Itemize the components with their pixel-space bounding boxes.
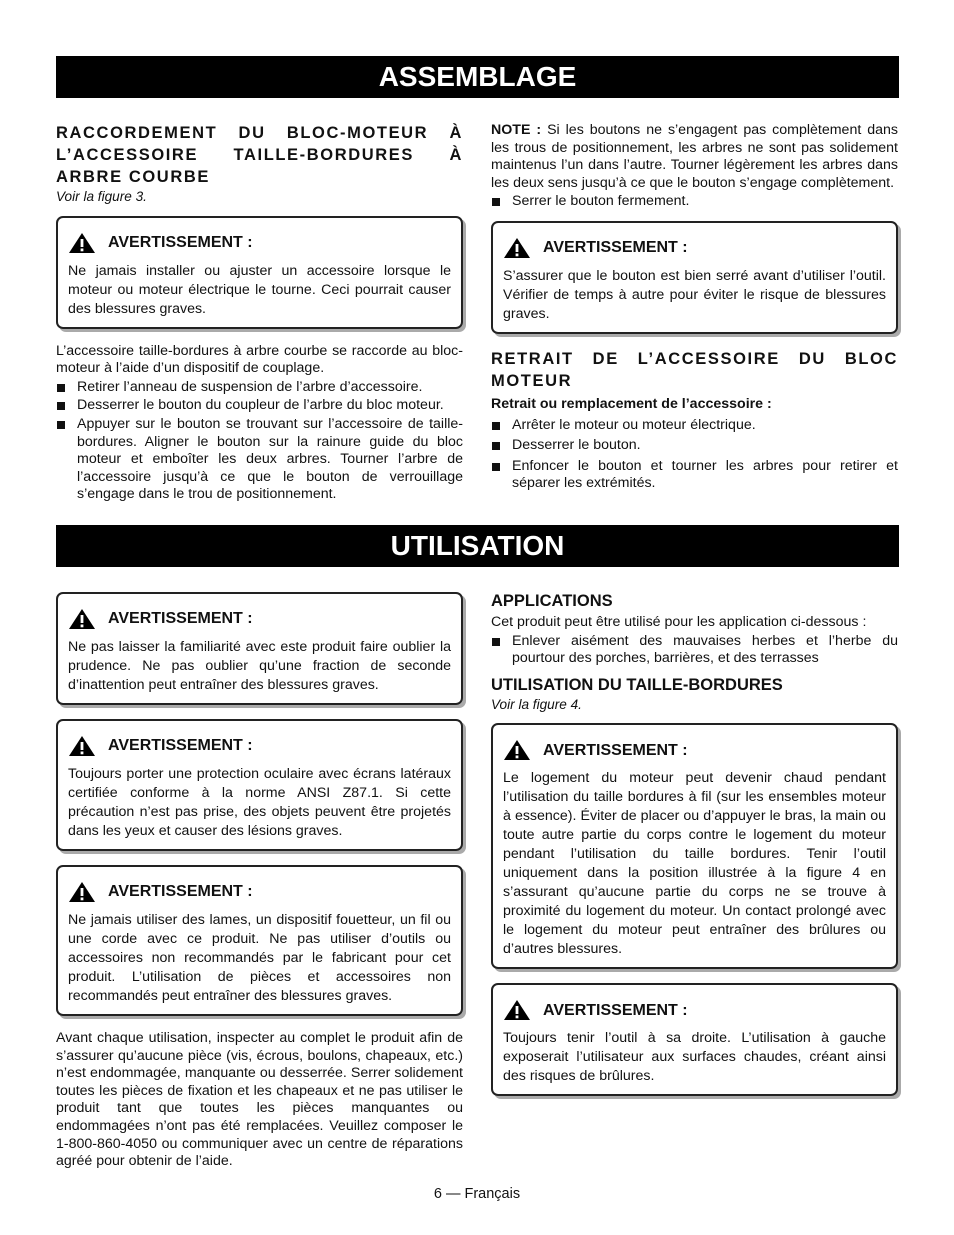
warning-title: AVERTISSEMENT : <box>108 233 253 251</box>
assemblage-left-column <box>56 122 463 505</box>
page-footer: 6 — Français <box>433 1186 521 1202</box>
warning-box <box>56 216 463 329</box>
coupling-heading: RACCORDEMENT DU BLOC-MOTEUR À L’ACCESSOIRE TAILLE-BORDURES À ARBRE COURBE <box>56 124 463 186</box>
bullet-icon <box>492 422 500 430</box>
warning-triangle-icon <box>68 735 96 757</box>
warning-triangle-icon <box>68 232 96 254</box>
applications-intro: Cet produit peut être utilisé pour les application ci-dessous : <box>491 614 867 630</box>
list-item: Desserrer le bouton du coupleur de l’arbre du bloc moteur. <box>56 397 463 415</box>
warning-title: AVERTISSEMENT : <box>108 737 253 755</box>
removal-steps <box>491 417 898 493</box>
inspection-paragraph: Avant chaque utilisation, inspecter au complet le produit afin de s’assurer qu’aucune pièce (vis, écrous, boulons, chapeaux, etc.) n’est endommagée, manquante ou desserrée. Serrer solidement toutes les pièces de fixation et les chapeaux et ne pas utiliser le produit tant que toutes les pièces manquantes ou endommagées n’ont pas été remplacées. Veuillez composer le 1-800-860-4050 ou communiquer avec un centre de réparations agréé pour obtenir de l’aide. <box>56 1030 463 1170</box>
list-item: Appuyer sur le bouton se trouvant sur l’accessoire de taille-bordures. Aligner le bouton sur la rainure guide du bloc moteur et emboîter les deux arbres. Tourner l’arbre de l’accessoire jusqu’à ce que le bouton de verrouillage s’engage dans le trou de positionnement. <box>56 416 463 504</box>
warning-text: Toujours tenir l’outil à sa droite. L’utilisation à gauche exposerait l’utilisateur aux surfaces chaudes, créant ainsi des risques de brûlures. <box>503 1030 886 1085</box>
warning-title: AVERTISSEMENT : <box>543 1001 688 1019</box>
warning-text: Ne pas laisser la familiarité avec este produit faire oublier la prudence. Ne pas oublier qu’une fraction de seconde d’inattention peut entraîner des blessures graves. <box>68 639 451 693</box>
bullet-icon <box>57 402 65 410</box>
warning-box <box>491 221 898 334</box>
warning-box <box>491 983 898 1096</box>
bullet-icon <box>492 638 500 646</box>
removal-heading: RETRAIT DE L’ACCESSOIRE DU BLOC MOTEUR <box>491 349 898 390</box>
warning-text: S’assurer que le bouton est bien serré avant d’utiliser l’outil. Vérifier de temps à autre pour éviter le risque de blessures graves. <box>503 267 886 322</box>
utilisation-left-column <box>56 592 463 1171</box>
list-item: Desserrer le bouton. <box>491 437 898 455</box>
warning-title: AVERTISSEMENT : <box>108 610 253 628</box>
assemblage-right-column <box>491 122 898 496</box>
warning-triangle-icon <box>503 999 531 1021</box>
usage-heading: UTILISATION DU TAILLE-BORDURES <box>491 675 783 694</box>
warning-title: AVERTISSEMENT : <box>543 741 688 759</box>
list-item: Serrer le bouton fermement. <box>491 193 898 211</box>
warning-box <box>491 723 898 969</box>
list-item: Enfoncer le bouton et tourner les arbres pour retirer et séparer les extrémités. <box>491 458 898 493</box>
warning-box <box>56 592 463 705</box>
warning-triangle-icon <box>68 608 96 630</box>
warning-box <box>56 719 463 851</box>
utilisation-right-column <box>491 590 898 1110</box>
warning-text: Ne jamais utiliser des lames, un dispositif fouetteur, un fil ou une corde avec ce produit. Ne pas utiliser d’outils ou accessoires non recommandés par le fabricant pour cet produit. L’utilisation de pièces et accessoires non recommandés peut entraîner des blessures graves. <box>68 912 451 1004</box>
bullet-icon <box>57 384 65 392</box>
bullet-icon <box>492 198 500 206</box>
list-item: Retirer l’anneau de suspension de l’arbre d’accessoire. <box>56 379 463 397</box>
note-paragraph: NOTE : Si les boutons ne s’engagent pas complètement dans les trous de positionnement, les arbres ne sont pas solidement maintenus l’un dans l’autre. Tourner légèrement les arbres dans les deux sens jusqu’à ce que le bouton s’engage complètement. <box>491 122 898 191</box>
warning-box <box>56 865 463 1016</box>
coupling-steps <box>56 379 463 504</box>
warning-text: Toujours porter une protection oculaire avec écrans latéraux certifiée conforme à la norme ANSI Z87.1. Si cette précaution n’est pas prise, des objets peuvent être projetés dans les yeux et causer des lésions graves. <box>68 766 451 839</box>
bullet-icon <box>492 442 500 450</box>
assemblage-banner: ASSEMBLAGE <box>56 56 899 98</box>
list-item: Arrêter le moteur ou moteur électrique. <box>491 417 898 435</box>
warning-title: AVERTISSEMENT : <box>543 239 688 257</box>
warning-triangle-icon <box>503 237 531 259</box>
see-figure-3: Voir la figure 3. <box>56 189 147 204</box>
warning-title: AVERTISSEMENT : <box>108 883 253 901</box>
warning-text: Le logement du moteur peut devenir chaud pendant l’utilisation du taille bordures à fil (sur les ensembles moteur à essence). Éviter de placer ou d’appuyer le bras, la main ou toute autre partie du corps contre le logement du moteur pendant l’utilisation du taille bordures. Tenir l’outil uniquement dans la position illustrée à la figure 4 en s’assurant qu’aucune partie du corps ne se trouve à proximité du logement du moteur. Un contact prolongé avec le logement du moteur peut entraîner des brûlures ou d’autres blessures. <box>503 770 886 958</box>
coupling-intro: L’accessoire taille-bordures à arbre courbe se raccorde au bloc-moteur à l’aide d’un dispositif de couplage. <box>56 342 463 377</box>
bullet-icon <box>57 421 65 429</box>
utilisation-banner: UTILISATION <box>56 525 899 567</box>
bullet-icon <box>492 463 500 471</box>
warning-triangle-icon <box>503 739 531 761</box>
applications-heading: APPLICATIONS <box>491 592 613 610</box>
warning-text: Ne jamais installer ou ajuster un accessoire lorsque le moteur ou moteur électrique le tourne. Ceci pourrait causer des blessures graves. <box>68 262 451 317</box>
warning-triangle-icon <box>68 881 96 903</box>
removal-subheading: Retrait ou remplacement de l’accessoire : <box>491 395 772 412</box>
see-figure-4: Voir la figure 4. <box>491 696 582 712</box>
list-item: Enlever aisément des mauvaises herbes et l’herbe du pourtour des porches, barrières, et des terrasses <box>491 633 898 668</box>
